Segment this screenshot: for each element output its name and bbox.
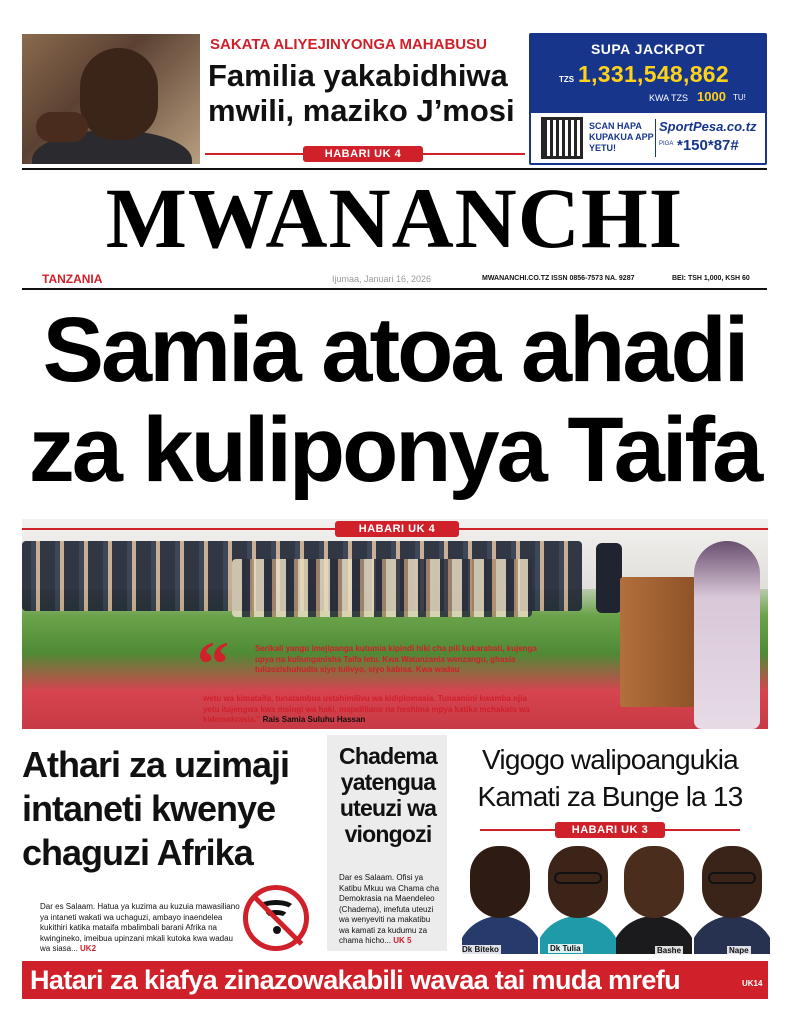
photo-face [80,48,158,140]
story2-ref[interactable]: UK 5 [393,936,412,945]
masthead-country: TANZANIA [42,272,103,286]
photo-hand [36,112,88,142]
masthead-date: Ijumaa, Januari 16, 2026 [332,274,432,284]
top-story-photo[interactable] [22,34,200,164]
ad-sub-value: 1000 [697,89,726,104]
quote-text-part1: Serikali yangu imejipanga kutumia kipindi hiki cha pili kukarabati, kujenga upya na kuliunganisha Taifa letu. Kwa Watanzania wenzangu, ghasia tulizozishuhudia siyo tulivyo, siyo kabisa. Kwa wadau [255,644,537,674]
quote-mark-icon: “ [197,628,229,699]
ad-separator [655,119,656,157]
story2-text: Dar es Salaam. Ofisi ya Katibu Mkuu wa Chama cha Demokrasia na Maendeleo (Chadema), imefuta uteuzi wa wenyeviti na makatibu wa kamati za kudumu za chama hicho... [339,873,440,945]
lead-headline-line1: Samia atoa ahadi [42,299,747,401]
portrait-nape[interactable] [694,842,770,954]
jackpot-ad[interactable] [529,33,767,165]
quote-text-part2 [203,694,539,726]
ad-ussd-code: *150*87# [677,137,739,154]
photo-audience-front [232,559,532,617]
story1-ref[interactable]: UK2 [80,944,97,953]
portrait-label: Nape [729,946,749,955]
bottom-headline: Hatari za kiafya zinazowakabili wavaa tai muda mrefu [30,965,681,995]
ad-scan-text: SCAN HAPA KUPAKUA APP YETU! [589,121,654,153]
masthead-issn: MWANANCHI.CO.TZ ISSN 0856-7573 NA. 9287 [482,275,635,282]
lead-quote [197,628,542,724]
photo-speaker [694,541,760,729]
story1-body [40,902,242,955]
masthead-bottom-rule [22,288,767,290]
bottom-teaser[interactable] [22,961,768,999]
ad-footer [531,113,765,163]
quote-attribution: Rais Samia Suluhu Hassan [262,715,366,724]
masthead-price: BEI: TSH 1,000, KSH 60 [672,275,750,282]
portrait-label: Dk Biteko [462,945,499,954]
story2-panel[interactable] [327,735,447,951]
lead-headline[interactable] [22,300,767,500]
story1-headline[interactable]: Athari za uzimaji intaneti kwenye chaguzi Afrika [22,744,290,873]
ad-brand-small: PIGA [659,141,674,147]
top-story-headline-line1: Familia yakabidhiwa [208,58,508,93]
quote-text-part2-body: wetu wa kimataifa, tunatambua ustahimilivu wa kidiplomasia. Tunaamini kwamba njia yetu itajengwa kwa msingi wa haki, majadiliano na heshima mpya katika mchakato wa kidemokrasia.” [203,694,530,724]
photo-cameraman [596,543,622,613]
portrait-biteko[interactable] [462,842,538,954]
ad-title: SUPA JACKPOT [590,41,706,57]
lead-ref[interactable]: HABARI UK 4 [335,521,459,537]
story2-headline: Chadema yatengua uteuzi wa viongozi [339,743,437,847]
story3-headline-line2: Kamati za Bunge la 13 [477,781,743,812]
no-wifi-icon [243,885,309,951]
ad-sub-label: KWA TZS [649,93,689,103]
story3-headline-line1: Vigogo walipoangukia [482,744,738,775]
ad-brand[interactable]: SportPesa.co.tz [659,119,757,134]
top-story-headline-line2: mwili, maziko J’mosi [208,93,515,128]
portrait-bashe[interactable] [616,842,692,954]
masthead-title: MWANANCHI [105,170,684,266]
portrait-label: Dk Tulia [550,944,581,953]
lead-headline-line2: za kuliponya Taifa [28,399,761,501]
top-story-ref[interactable]: HABARI UK 4 [303,146,423,162]
portrait-label: Bashe [657,946,682,955]
qr-code-icon[interactable] [541,117,583,159]
story2-body [339,873,441,947]
story3-ref[interactable]: HABARI UK 3 [555,822,665,838]
story3-headline[interactable] [452,741,768,815]
ad-sub-suffix: TU! [733,93,746,102]
top-story-kicker: SAKATA ALIYEJINYONGA MAHABUSU [210,36,487,53]
photo-podium [620,577,696,707]
ad-amount: 1,331,548,862 [578,61,729,87]
top-story-headline[interactable] [208,58,523,128]
story1-text: Dar es Salaam. Hatua ya kuzima au kuzuia mawasiliano ya intaneti wakati wa uchaguzi, ambayo inaendelea kukithiri katika mataifa mbalimbali barani Afrika na kwingineko, imeibua upinzani mkali kutoka kwa wadau wa siasa... [40,902,240,953]
portrait-tulia[interactable] [540,842,616,954]
ad-currency: TZS [559,75,575,84]
bottom-ref: UK14 [742,979,763,988]
